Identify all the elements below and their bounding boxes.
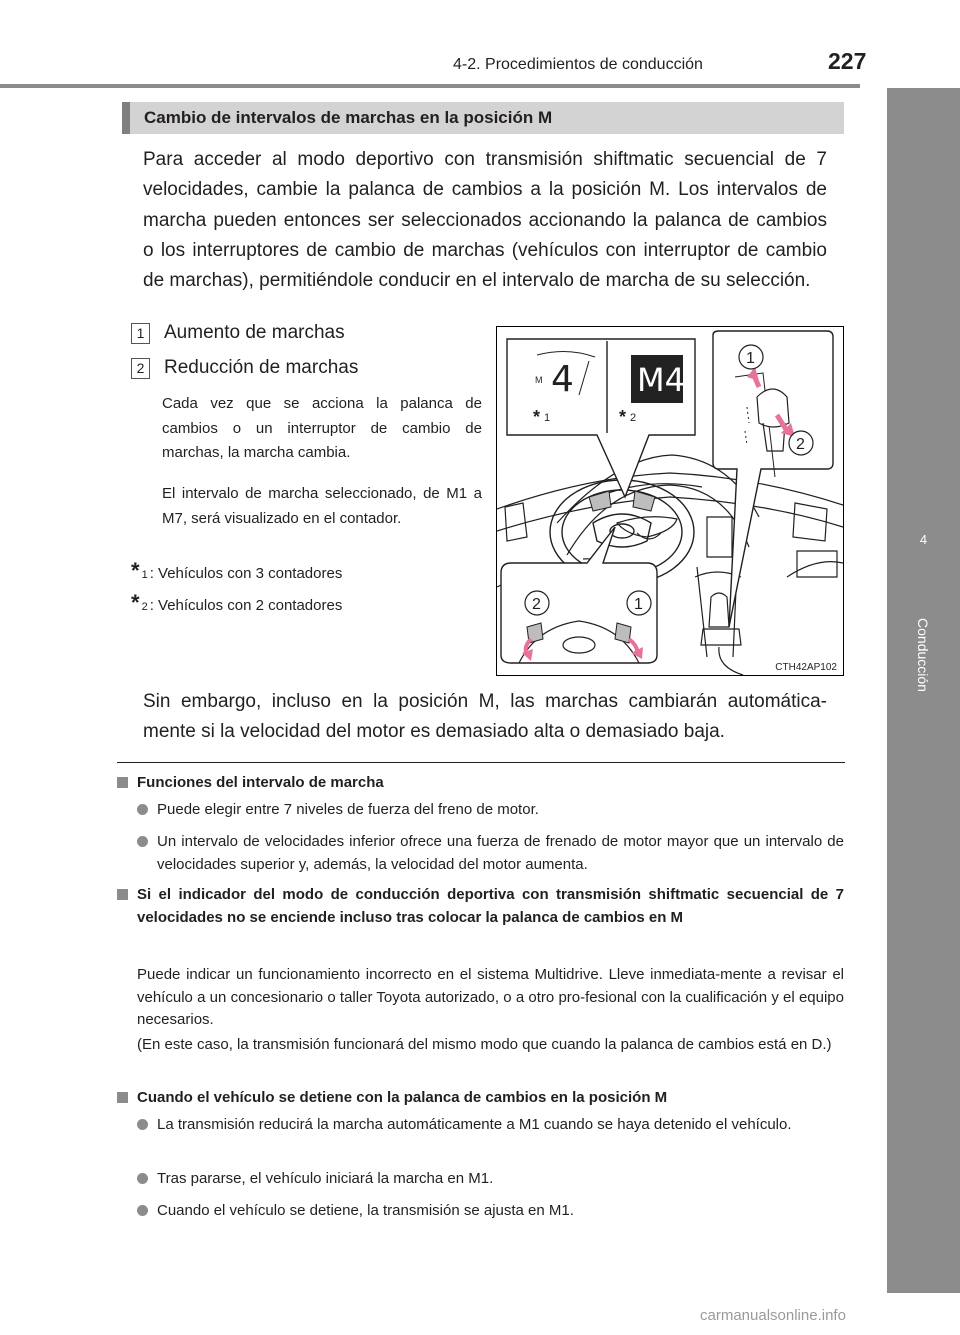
- step-number-badge: 1: [131, 323, 150, 344]
- paddle-callout-2: 2: [532, 596, 541, 613]
- meter1-gear-digit: 4: [551, 359, 574, 400]
- section-title: Cambio de intervalos de marchas en la posición M: [122, 102, 844, 134]
- meter1-m-label: M: [535, 375, 543, 385]
- header-rule: [0, 84, 860, 88]
- info-paragraph: (En este caso, la transmisión funcionará del mismo modo que cuando la palanca de cambios está en D.): [137, 1036, 832, 1053]
- figure-code: CTH42AP102: [775, 662, 837, 673]
- info-heading-gear-functions: Funciones del intervalo de marcha: [117, 772, 844, 795]
- star-number-1: 1: [544, 412, 551, 424]
- closing-paragraph: Sin embargo, incluso en la posición M, las marchas cambiarán automática-mente si la velocidad del motor es demasiado alta o demasiado baja.: [143, 691, 827, 743]
- asterisk-mark: *: [131, 558, 140, 583]
- note-gear-change: Cada vez que se acciona la palanca de cambios o un interruptor de cambio de marchas, la marcha cambia.: [162, 395, 482, 461]
- step-downshift: [131, 357, 358, 379]
- intro-paragraph: Para acceder al modo deportivo con transmisión shiftmatic secuencial de 7 velocidades, cambie la palanca de cambios a la posición M. Los intervalos de marcha pueden entonces ser seleccionados accionando la palanca de cambios o los interruptores de cambio de marchas (vehículos con interruptor de cambio de marchas), permitiéndole conducir en el intervalo de marcha de su selección.: [143, 149, 827, 292]
- step-number-badge: 2: [131, 358, 150, 379]
- star-mark-1: *: [533, 407, 541, 427]
- section-divider: [117, 762, 845, 763]
- step-label: Aumento de marchas: [164, 322, 345, 343]
- footnote-three-meters: [131, 558, 342, 584]
- meter2-display-text: M4: [637, 361, 685, 399]
- page-number: 227: [828, 48, 867, 74]
- info-bullet: Cuando el vehículo se detiene, la transmisión se ajusta en M1.: [137, 1200, 844, 1223]
- footer-watermark: carmanualsonline.info: [700, 1307, 846, 1324]
- star-number-2: 2: [630, 412, 637, 424]
- step-upshift: [131, 322, 345, 344]
- info-bullet: Tras pararse, el vehículo iniciará la marcha en M1.: [137, 1168, 844, 1191]
- chapter-number: 4: [919, 532, 928, 547]
- dashboard-drawing: [497, 327, 843, 675]
- running-head: 4-2. Procedimientos de conducción: [453, 56, 703, 73]
- info-heading-indicator: Si el indicador del modo de conducción deportiva con transmisión shiftmatic secuencial de 7 velocidades no se enciende incluso tras colocar la palanca de cambios en M: [117, 884, 844, 929]
- info-heading-vehicle-stop: Cuando el vehículo se detiene con la palanca de cambios en la posición M: [117, 1087, 844, 1110]
- footnote-two-meters: [131, 590, 342, 616]
- lever-callout-2: 2: [796, 436, 805, 453]
- info-paragraph: Puede indicar un funcionamiento incorrecto en el sistema Multidrive. Lleve inmediata-mente a revisar el vehículo a un concesionario o taller Toyota autorizado, o a otro pro-fesional con la cualificación y el equipo necesarios.: [137, 966, 844, 1028]
- paddle-callout-1: 1: [634, 596, 643, 613]
- footnote-number: 2: [141, 601, 148, 613]
- info-bullet: Un intervalo de velocidades inferior ofrece una fuerza de frenado de motor mayor que un intervalo de velocidades superior y, además, la velocidad del motor aumenta.: [137, 831, 844, 876]
- asterisk-mark: *: [131, 590, 140, 615]
- footnote-number: 1: [141, 569, 148, 581]
- footnote-text: : Vehículos con 3 contadores: [149, 565, 343, 582]
- dashboard-illustration: [496, 326, 844, 676]
- footnote-text: : Vehículos con 2 contadores: [149, 597, 343, 614]
- note-gear-display: El intervalo de marcha seleccionado, de M1 a M7, será visualizado en el contador.: [162, 485, 482, 527]
- lever-callout-1: 1: [746, 350, 755, 367]
- info-bullet: La transmisión reducirá la marcha automáticamente a M1 cuando se haya detenido el vehículo.: [137, 1114, 844, 1137]
- paddle-shifters: [589, 491, 655, 511]
- chapter-label-text: Conducción: [915, 618, 931, 692]
- step-label: Reducción de marchas: [164, 357, 359, 378]
- star-mark-2: *: [619, 407, 627, 427]
- info-bullet: Puede elegir entre 7 niveles de fuerza del freno de motor.: [137, 799, 844, 822]
- chapter-label: [908, 600, 938, 710]
- paddle-callout: [501, 527, 657, 663]
